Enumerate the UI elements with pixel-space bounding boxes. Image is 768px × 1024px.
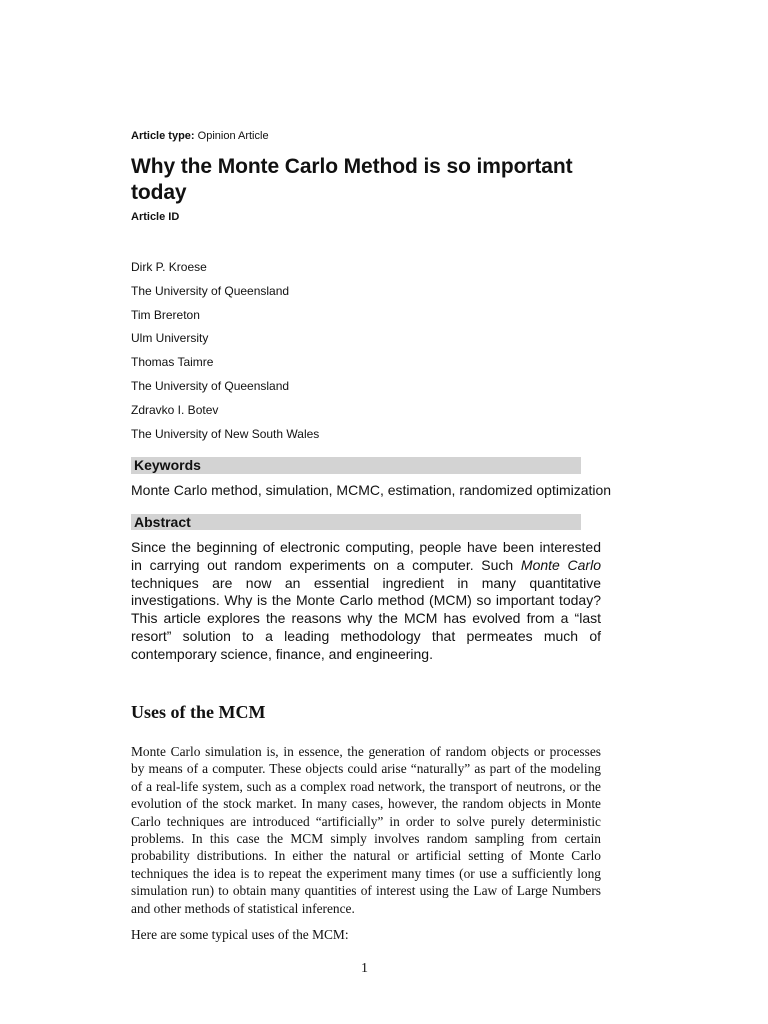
author-name: Tim Brereton	[131, 307, 200, 322]
abstract-heading: Abstract	[131, 514, 581, 530]
abstract-part-1: Since the beginning of electronic computing, people have been interested in carrying out random experiments on a computer. Such	[131, 539, 601, 573]
page-number: 1	[361, 961, 368, 976]
section-heading: Uses of the MCM	[131, 702, 266, 722]
author-affiliation: The University of Queensland	[131, 283, 290, 298]
abstract-emphasis: Monte Carlo	[520, 556, 601, 573]
author-name: Zdravko I. Botev	[131, 402, 219, 417]
article-id-label: Article ID	[131, 211, 180, 223]
page-title: Why the Monte Carlo Method is so important today	[131, 155, 573, 204]
abstract-text	[131, 539, 601, 664]
abstract-part-2: techniques are now an essential ingredient in many quantitative investigations. Why is the Monte Carlo method (MCM) so important today? This article explores the reasons why the MCM has evolved from a “last resort” solution to a leading methodology that permeates much of contemporary science, finance, and engineering.	[131, 574, 601, 662]
section-paragraph: Here are some typical uses of the MCM:	[131, 927, 349, 942]
author-affiliation: The University of Queensland	[131, 378, 290, 393]
author-list	[131, 259, 319, 449]
author-name: Dirk P. Kroese	[131, 260, 207, 274]
article-type	[131, 130, 269, 142]
article-type-value: Opinion Article	[197, 130, 269, 142]
author-affiliation: Ulm University	[131, 331, 209, 346]
keywords-text: Monte Carlo method, simulation, MCMC, estimation, randomized optimization	[131, 482, 612, 498]
author-name: Thomas Taimre	[131, 355, 214, 370]
keywords-heading: Keywords	[131, 457, 581, 474]
article-type-label: Article type:	[131, 130, 195, 142]
author-affiliation: The University of New South Wales	[131, 426, 320, 441]
section-paragraph: Monte Carlo simulation is, in essence, the generation of random objects or processes by means of a computer. These objects could arise “naturally” as part of the modeling of a real-life system, such as a complex road network, the transport of neutrons, or the evolution of the stock market. In many cases, however, the random objects in Monte Carlo techniques are introduced “artificially” in order to solve purely deterministic problems. In this case the MCM simply involves random sampling from certain probability distributions. In either the natural or artificial setting of Monte Carlo techniques the idea is to repeat the experiment many times (or use a sufficiently long simulation run) to obtain many quantities of interest using the Law of Large Numbers and other methods of statistical inference.	[131, 744, 601, 916]
